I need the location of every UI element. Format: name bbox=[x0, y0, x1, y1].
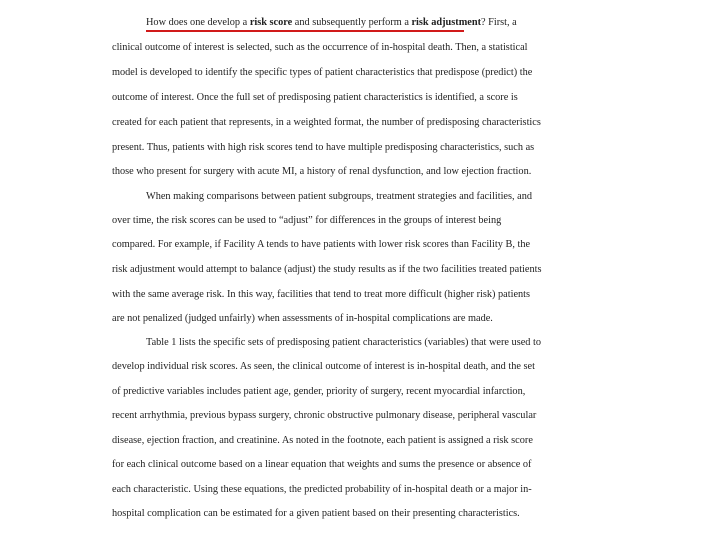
paragraph-2-line-5: with the same average risk. In this way, facilities that tend to treat more difficult (higher risk) patients bbox=[112, 289, 531, 300]
paragraph-3-line-6: for each clinical outcome based on a linear equation that weights and sums the presence or absence of bbox=[112, 459, 532, 470]
paragraph-3-line-5: disease, ejection fraction, and creatinine. As noted in the footnote, each patient is assigned a risk score bbox=[112, 435, 533, 446]
paragraph-2-line-4: risk adjustment would attempt to balance (adjust) the study results as if the two facilities treated patients bbox=[112, 264, 542, 275]
question-text-a: How does one develop a bbox=[146, 17, 250, 28]
paragraph-1-line-3: model is developed to identify the specific types of patient characteristics that predispose (predict) the bbox=[112, 67, 533, 78]
paragraph-2-line-6: are not penalized (judged unfairly) when assessments of in-hospital complications are made. bbox=[112, 313, 493, 324]
risk-adjustment-term: risk adjustment bbox=[411, 17, 481, 28]
paragraph-2-line-3: compared. For example, if Facility A tends to have patients with lower risk scores than Facility B, the bbox=[112, 239, 531, 250]
paragraph-3-line-1: Table 1 lists the specific sets of predisposing patient characteristics (variables) that were used to bbox=[146, 337, 542, 348]
red-underline-annotation bbox=[146, 30, 464, 32]
paragraph-3-line-8: hospital complication can be estimated for a given patient based on their presenting characteristics. bbox=[112, 508, 520, 519]
paragraph-3-line-7: each characteristic. Using these equations, the predicted probability of in-hospital death or a major in- bbox=[112, 484, 532, 495]
paragraph-3-line-3: of predictive variables includes patient age, gender, priority of surgery, recent myocardial infarction, bbox=[112, 386, 526, 397]
paragraph-1-line-2: clinical outcome of interest is selected, such as the occurrence of in-hospital death. Then, a statistical bbox=[112, 42, 528, 53]
paragraph-3-line-4: recent arrhythmia, previous bypass surgery, chronic obstructive pulmonary disease, peripheral vascular bbox=[112, 410, 537, 421]
paragraph-1-line-7: those who present for surgery with acute MI, a history of renal dysfunction, and low ejection fraction. bbox=[112, 166, 532, 177]
paragraph-2-line-2: over time, the risk scores can be used to “adjust” for differences in the groups of interest being bbox=[112, 215, 502, 226]
question-text-c: and subsequently perform a bbox=[292, 17, 412, 28]
paragraph-2-line-1: When making comparisons between patient subgroups, treatment strategies and facilities, and bbox=[146, 191, 533, 202]
question-text-e: ? First, a bbox=[481, 17, 517, 28]
paragraph-1-line-4: outcome of interest. Once the full set of predisposing patient characteristics is identified, a score is bbox=[112, 92, 518, 103]
paragraph-3-line-2: develop individual risk scores. As seen, the clinical outcome of interest is in-hospital death, and the set bbox=[112, 361, 535, 372]
paragraph-1-line-6: present. Thus, patients with high risk scores tend to have multiple predisposing characteristics, such as bbox=[112, 142, 535, 153]
paragraph-1-line-1 bbox=[146, 16, 517, 30]
paragraph-1-line-5: created for each patient that represents, in a weighted format, the number of predisposing characteristics bbox=[112, 117, 541, 128]
risk-score-term: risk score bbox=[249, 17, 293, 28]
